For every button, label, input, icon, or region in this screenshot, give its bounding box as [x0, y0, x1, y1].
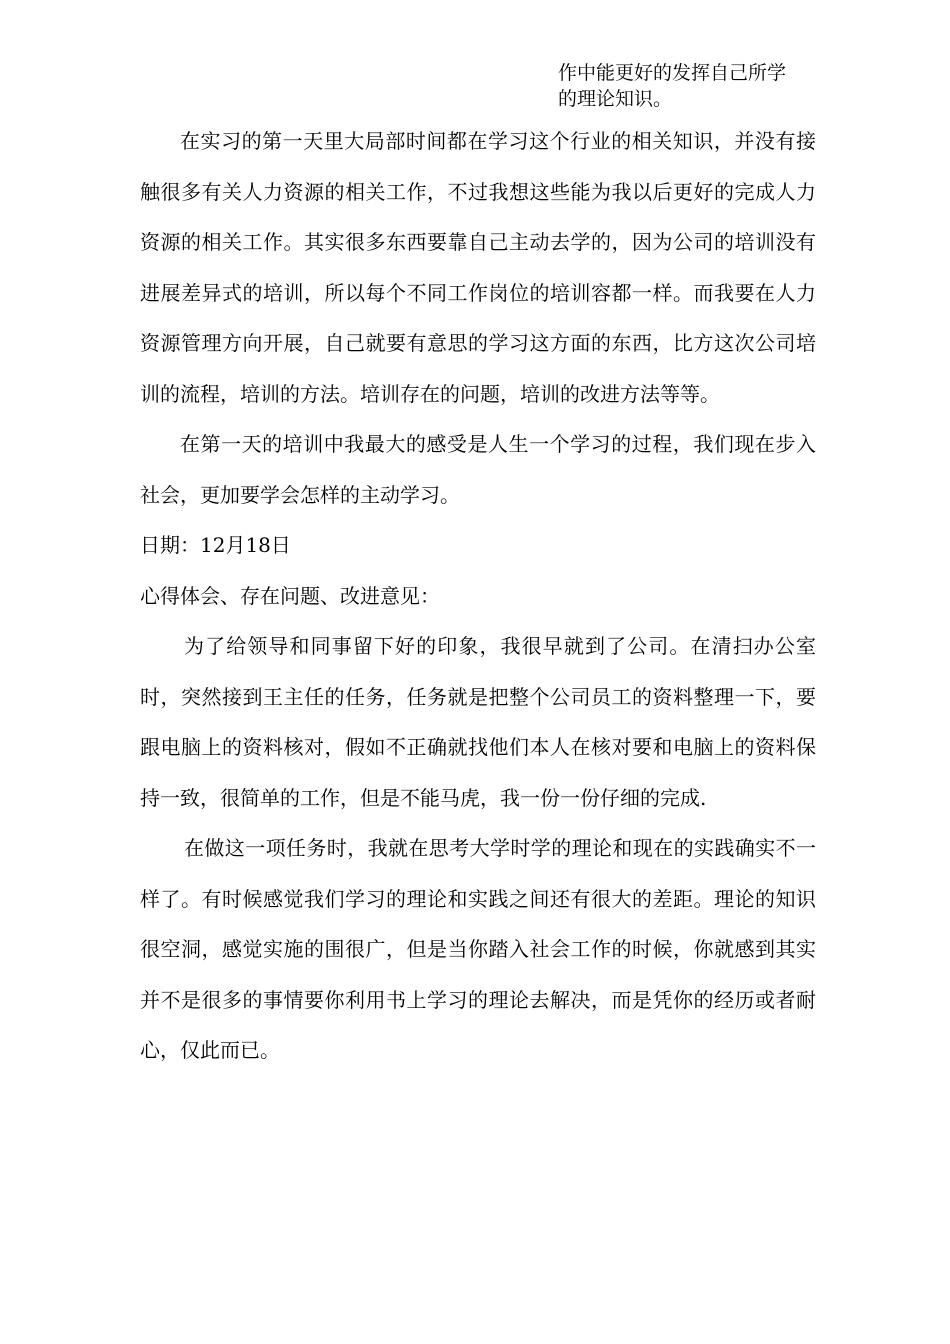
date-line: 日期：12月18日	[140, 533, 291, 557]
paragraph-training-first-day: 在实习的第一天里大局部时间都在学习这个行业的相关知识，并没有接触很多有关人力资源的相关工作，不过我想这些能为我以后更好的完成人力资源的相关工作。其实很多东西要靠自己主动去学的，因为公司的培训没有进展差异式的培训，所以每个不同工作岗位的培训容都一样。而我要在人力资源管理方向开展，自己就要有意思的学习这方面的东西，比方这次公司培训的流程，培训的方法。培训存在的问题，培训的改进方法等等。	[140, 129, 816, 406]
top-note	[558, 60, 858, 112]
top-note-line-2: 的理论知识。	[558, 88, 673, 110]
paragraph-data-task: 为了给领导和同事留下好的印象，我很早就到了公司。在清扫办公室时，突然接到王主任的任务，任务就是把整个公司员工的资料整理一下，要跟电脑上的资料核对，假如不正确就找他们本人在核对要和电脑上的资料保持一致，很简单的工作，但是不能马虎，我一份一份仔细的完成.	[140, 634, 816, 810]
paragraph-biggest-feeling: 在第一天的培训中我最大的感受是人生一个学习的过程，我们现在步入社会，更加要学会怎样的主动学习。	[140, 432, 816, 507]
paragraph-theory-practice: 在做这一项任务时，我就在思考大学时学的理论和现在的实践确实不一样了。有时候感觉我们学习的理论和实践之间还有很大的差距。理论的知识很空洞，感觉实施的围很广，但是当你踏入社会工作的时候，你就感到其实并不是很多的事情要你利用书上学习的理论去解决，而是凭你的经历或者耐心，仅此而已。	[140, 836, 816, 1062]
top-note-line-1: 作中能更好的发挥自己所学	[558, 62, 787, 84]
section-heading: 心得体会、存在问题、改进意见：	[140, 583, 440, 608]
document-body	[140, 116, 816, 1076]
